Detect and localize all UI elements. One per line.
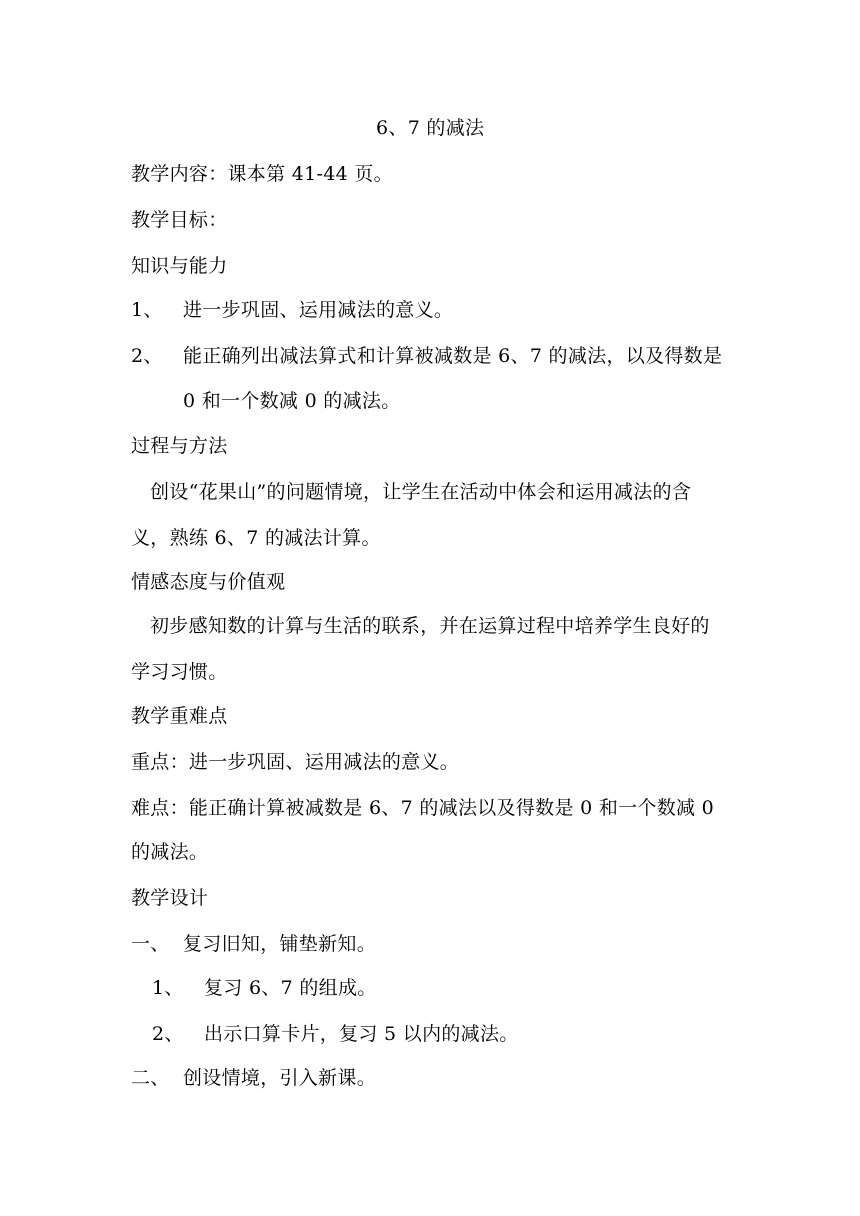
section-1-item-2 [152,1022,519,1046]
knowledge-item-2 [131,344,722,368]
section-2 [131,1066,376,1090]
objectives-heading: 教学目标： [131,209,228,231]
list-text: 复习 6、7 的组成。 [204,977,377,999]
design-heading: 教学设计 [131,887,209,909]
difficulty-line-2: 的减法。 [131,841,209,863]
section-text: 复习旧知，铺垫新知。 [183,933,377,955]
section-number: 二、 [131,1067,170,1089]
list-number: 1、 [152,977,184,999]
section-text: 创设情境，引入新课。 [183,1067,377,1089]
section-1 [131,932,376,956]
key-difficulty-heading: 教学重难点 [131,705,228,727]
list-text: 能正确列出减法算式和计算被减数是 6、7 的减法，以及得数是 [183,345,723,367]
emotion-heading: 情感态度与价值观 [131,571,286,593]
section-1-item-1 [152,976,377,1000]
list-number: 2、 [131,345,163,367]
key-point: 重点：进一步巩固、运用减法的意义。 [131,751,460,773]
difficulty-line-1: 难点：能正确计算被减数是 6、7 的减法以及得数是 0 和一个数减 0 [131,797,715,819]
list-number: 1、 [131,299,163,321]
emotion-paragraph-line-2: 学习习惯。 [131,661,228,683]
knowledge-heading: 知识与能力 [131,255,228,277]
list-number: 2、 [152,1023,184,1045]
process-heading: 过程与方法 [131,435,228,457]
document-title: 6、7 的减法 [376,117,485,139]
section-number: 一、 [131,933,170,955]
list-text: 进一步巩固、运用减法的意义。 [183,299,454,321]
list-text: 出示口算卡片，复习 5 以内的减法。 [204,1023,519,1045]
knowledge-item-2-continuation: 0 和一个数减 0 的减法。 [183,390,401,412]
process-paragraph-line-2: 义，熟练 6、7 的减法计算。 [131,527,381,549]
process-paragraph-line-1: 创设“花果山”的问题情境，让学生在活动中体会和运用减法的含 [150,481,692,503]
teaching-content: 教学内容：课本第 41-44 页。 [131,163,393,185]
knowledge-item-1 [131,298,453,322]
emotion-paragraph-line-1: 初步感知数的计算与生活的联系，并在运算过程中培养学生良好的 [150,615,710,637]
